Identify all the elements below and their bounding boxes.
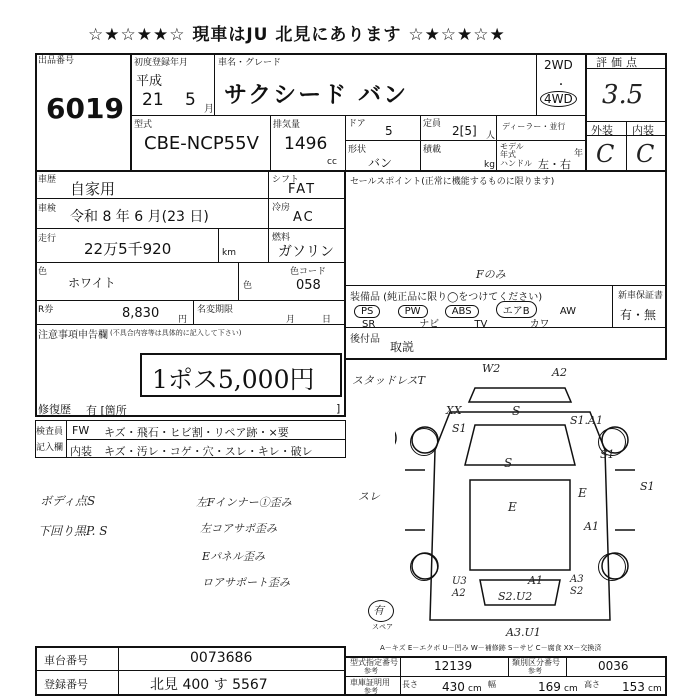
registration-month-unit: 月 bbox=[204, 104, 214, 115]
diag-s1a1: S1.A1 bbox=[570, 414, 603, 427]
handle-value: 左・右 bbox=[538, 158, 571, 171]
dims-length-label: 長さ bbox=[402, 680, 418, 689]
drive-4wd: 4WD bbox=[540, 91, 577, 107]
model-year-unit: 年 bbox=[574, 149, 584, 159]
interior-value: C bbox=[636, 140, 655, 168]
recycle-unit: 円 bbox=[178, 315, 188, 325]
inspection-value: 令和 8 年 6 月(23 日) bbox=[70, 209, 209, 225]
capacity-label: 定員 bbox=[423, 119, 442, 129]
aircon-value: AC bbox=[293, 210, 315, 225]
repair-value: 有 [箇所 bbox=[86, 404, 127, 417]
int-label: 内装 bbox=[70, 445, 92, 458]
left-tire-front bbox=[410, 428, 438, 456]
capacity-unit: 人 bbox=[486, 131, 496, 141]
diag-s1-rear: S1 bbox=[600, 448, 615, 461]
sales-label: セールスポイント(正常に機能するものに限ります) bbox=[350, 177, 555, 187]
equip-aw: AW bbox=[559, 306, 576, 317]
dims-height-label: 高さ bbox=[584, 680, 600, 689]
diag-w2: W2 bbox=[482, 362, 501, 375]
equip-pw: PW bbox=[398, 305, 428, 318]
body-shape-label: 形状 bbox=[348, 145, 367, 155]
diag-s-mid: S bbox=[504, 456, 513, 470]
interior-label: 内装 bbox=[632, 124, 654, 137]
diag-a3u1: A3.U1 bbox=[506, 626, 541, 639]
diag-s1-left: S1 bbox=[452, 422, 467, 435]
evaluation-score: 3.5 bbox=[602, 80, 644, 110]
diag-a1: A1 bbox=[584, 520, 599, 533]
diag-a1-rear: A1 bbox=[528, 574, 543, 587]
color-code-label: 色コード bbox=[290, 267, 327, 277]
diag-s1-right: S1 bbox=[640, 480, 655, 493]
registration-era: 平成 bbox=[136, 74, 163, 89]
color-value: ホワイト bbox=[68, 276, 116, 290]
body-shape-value: バン bbox=[368, 156, 393, 170]
color-code-prefix: 色 bbox=[243, 281, 253, 291]
owner-label: 車歴 bbox=[38, 175, 57, 185]
int-items: キズ・汚レ・コゲ・穴・スレ・キレ・破レ bbox=[104, 445, 313, 458]
model-value: CBE-NCP55V bbox=[144, 133, 259, 154]
diag-a3: A3 bbox=[570, 574, 584, 585]
class-num-value: 0036 bbox=[598, 659, 629, 673]
lot-number: 6019 bbox=[46, 92, 124, 125]
diag-e-right: E bbox=[578, 486, 587, 500]
drive-2wd: 2WD bbox=[544, 58, 573, 72]
fuel-label: 燃料 bbox=[272, 233, 291, 243]
diag-a2: A2 bbox=[552, 366, 567, 379]
diag-u3: U3 bbox=[452, 576, 467, 587]
inspection-label: 車検 bbox=[38, 204, 57, 214]
diag-s2u2: S2.U2 bbox=[498, 590, 533, 603]
tax-day: 日 bbox=[322, 315, 332, 325]
dealer-label: ディーラー・並行 bbox=[502, 122, 566, 131]
registration-month: 5 bbox=[185, 90, 196, 110]
inspector-label-2: 記入欄 bbox=[36, 443, 64, 453]
chassis-label: 車台番号 bbox=[44, 654, 88, 667]
diag-s-top: S bbox=[512, 404, 521, 418]
dims-unit-3: cm bbox=[648, 684, 662, 694]
equipment-row2 bbox=[362, 315, 550, 330]
car-name: サクシード バン bbox=[224, 82, 409, 108]
model-label: 型式 bbox=[134, 120, 153, 130]
hand-mid-4: ロアサポート歪み bbox=[202, 576, 290, 589]
shift-value: FAT bbox=[288, 182, 317, 197]
color-code: 058 bbox=[296, 278, 321, 293]
drive-dot: ・ bbox=[556, 80, 566, 91]
mileage-value: 22万5千920 bbox=[84, 240, 172, 258]
header-banner: ☆★☆★★☆ 現車はJU 北見にあります ☆★☆★☆★ bbox=[88, 25, 506, 45]
fw-label: FW bbox=[72, 424, 90, 437]
displacement-label: 排気量 bbox=[273, 120, 301, 130]
equip-leather: カワ bbox=[529, 319, 550, 330]
dims-width: 169 bbox=[538, 680, 561, 694]
plate-value: 北見 400 す 5567 bbox=[150, 677, 268, 693]
registration-year: 21 bbox=[142, 90, 164, 110]
price-value: 1ポス5,000円 bbox=[152, 365, 315, 394]
diag-xx: XX bbox=[446, 404, 462, 417]
notes-label: 注意事項申告欄 bbox=[38, 330, 108, 341]
diag-a2-rear: A2 bbox=[452, 588, 466, 599]
equip-ps: PS bbox=[354, 305, 380, 318]
dims-length: 430 bbox=[442, 680, 465, 694]
mileage-unit: km bbox=[222, 248, 236, 258]
color-label: 色 bbox=[38, 267, 48, 277]
aircon-label: 冷房 bbox=[272, 203, 291, 213]
legend: A－キズ E－エクボ U－凹み W－補修跡 S－サビ C－腐食 XX－交換済 bbox=[380, 644, 602, 652]
right-tire-rear bbox=[598, 553, 626, 581]
dims-label: 車庫証明用 bbox=[350, 678, 390, 687]
inspector-label-1: 検査員 bbox=[36, 427, 64, 437]
hand-left-1: ボディ点S bbox=[40, 494, 96, 508]
hand-left-2: 下回り黒P. S bbox=[38, 524, 108, 538]
capacity-value: 2[5] bbox=[452, 124, 477, 138]
tax-month: 月 bbox=[286, 315, 296, 325]
displacement-unit: cc bbox=[327, 157, 337, 167]
diag-e-left: E bbox=[508, 500, 517, 514]
equip-tv: TV bbox=[474, 319, 488, 330]
exterior-label: 外装 bbox=[591, 124, 613, 137]
owner-value: 自家用 bbox=[70, 180, 116, 198]
repair-label: 修復歴 bbox=[38, 403, 71, 416]
evaluation-label: 評価点 bbox=[596, 56, 641, 69]
accessories-label: 後付品 bbox=[350, 334, 380, 345]
lot-label: 出品番号 bbox=[38, 56, 75, 66]
left-tire-rear bbox=[410, 553, 438, 581]
doors-value: 5 bbox=[385, 124, 393, 138]
dims-unit-1: cm bbox=[468, 684, 482, 694]
sales-box bbox=[344, 170, 667, 360]
notes-sub: (不具合内容等は具体的に記入して下さい) bbox=[110, 329, 242, 337]
model-year-label-1: モデル bbox=[500, 142, 524, 151]
hand-mid-2: 左コアサポ歪み bbox=[200, 522, 277, 535]
dims-width-label: 幅 bbox=[488, 680, 496, 689]
hand-diagram-top: スタッドレスT bbox=[352, 374, 426, 387]
equip-airbag: エアB bbox=[496, 301, 537, 318]
handle-label: ハンドル bbox=[500, 159, 532, 168]
accessories-value: 取説 bbox=[390, 340, 415, 354]
dims-height: 153 bbox=[622, 680, 645, 694]
dims-unit-2: cm bbox=[564, 684, 578, 694]
plate-label: 登録番号 bbox=[44, 678, 88, 691]
load-label: 積載 bbox=[423, 145, 442, 155]
type-num-label: 型式指定番号 bbox=[350, 658, 398, 667]
car-name-label: 車名・グレード bbox=[218, 58, 282, 68]
warranty-value: 有・無 bbox=[620, 308, 657, 322]
equipment-label: 装備品 (純正品に限り◯をつけてください) bbox=[350, 292, 543, 303]
equip-abs: ABS bbox=[445, 305, 479, 318]
exterior-value: C bbox=[596, 140, 615, 168]
load-unit: kg bbox=[484, 160, 495, 170]
registration-label: 初度登録年月 bbox=[134, 58, 189, 68]
tax-label: 名変期限 bbox=[197, 305, 234, 315]
class-num-ref: 参考 bbox=[528, 667, 542, 675]
recycle-value: 8,830 bbox=[122, 306, 160, 321]
model-year-label-2: 年式 bbox=[500, 150, 516, 159]
dims-ref: 参考 bbox=[364, 687, 378, 695]
diag-s2: S2 bbox=[570, 586, 584, 597]
type-num-ref: 参考 bbox=[364, 667, 378, 675]
hand-mid-1: 左Fインナー①歪み bbox=[196, 496, 292, 509]
diag-sure: スレ bbox=[358, 490, 380, 503]
displacement-value: 1496 bbox=[284, 134, 328, 154]
repair-close: ] bbox=[336, 402, 341, 415]
equip-navi: ナビ bbox=[419, 319, 440, 330]
equip-sr: SR bbox=[362, 319, 376, 330]
doors-label: ドア bbox=[348, 119, 366, 129]
fuel-value: ガソリン bbox=[278, 244, 334, 260]
recycle-label: R券 bbox=[38, 305, 54, 315]
class-num-label: 類別区分番号 bbox=[512, 658, 560, 667]
shift-label: シフト bbox=[272, 175, 300, 185]
spare-mark: 有 bbox=[373, 604, 384, 617]
sales-note: Fのみ bbox=[476, 268, 506, 281]
type-num-value: 12139 bbox=[434, 659, 473, 673]
spare-label: スペア bbox=[372, 623, 393, 631]
fw-items: キズ・飛石・ヒビ割・リペア跡・×要 bbox=[104, 426, 289, 439]
mileage-label: 走行 bbox=[38, 234, 57, 244]
warranty-label: 新車保証書 bbox=[618, 291, 664, 301]
hand-mid-3: Eパネル歪み bbox=[202, 550, 266, 563]
chassis-value: 0073686 bbox=[190, 650, 253, 666]
